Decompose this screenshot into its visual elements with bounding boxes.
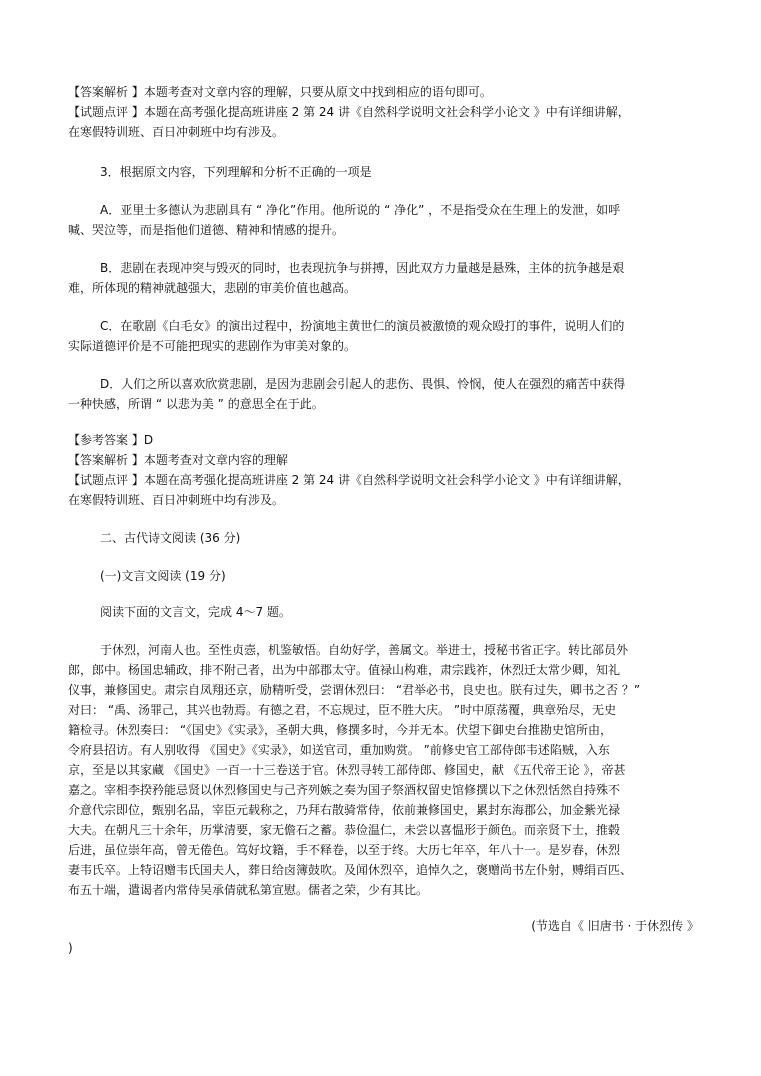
- passage-line: 郎，郎中。杨国忠辅政，排不附己者，出为中部郡太守。值禄山构难，肃宗践祚，休烈迁太常少卿，知礼: [68, 663, 621, 677]
- answer-analysis-line: 【答案解析 】本题考查对文章内容的理解，只要从原文中找到相应的语句即可。: [68, 85, 492, 99]
- passage-source: (节选自《 旧唐书 · 于休烈传 》: [531, 919, 699, 933]
- passage-line: 京，至是以其家藏 《国史》一百一十三卷送于官。休烈寻转工部侍郎、修国史，献 《五代帝王论 》，帝甚: [68, 763, 626, 777]
- comment-line-continued: 在寒假特训班、百日冲刺班中均有涉及。: [68, 125, 285, 139]
- answer-analysis-line-2: 【答案解析 】本题考查对文章内容的理解: [68, 453, 288, 467]
- passage-line: 嘉之。宰相李揆矜能忌贤以休烈修国史与己齐列嫉之奏为国子祭酒权留史馆修撰以下之休烈恬然自持殊不: [68, 783, 621, 797]
- passage-line: 仪事，兼修国史。肃宗自凤翔还京，励精听受，尝谓休烈曰： “君举必书，良史也。朕有过失，卿书之否 ？”: [68, 683, 641, 697]
- option-d-line-2: 一种快感，所谓 “ 以悲为美 ” 的意思全在于此。: [68, 397, 324, 411]
- option-c-line-1: C．在歌剧《白毛女》的演出过程中，扮演地主黄世仁的演员被激愤的观众殴打的事件，说明人们的: [100, 319, 625, 333]
- section-heading: 二、古代诗文阅读 (36 分): [100, 531, 241, 545]
- passage-line: 令府县招访。有人别收得 《国史》《实录》，如送官司，重加购赏。 ”前修史官工部侍郎韦述陷贼，入东: [68, 743, 610, 757]
- reference-answer: 【参考答案 】D: [68, 433, 154, 447]
- question-3-stem: 3．根据原文内容，下列理解和分析不正确的一项是: [100, 165, 372, 179]
- option-b-line-2: 难，所体现的精神就越强大，悲剧的审美价值也越高。: [68, 281, 357, 295]
- passage-line: 布五十端，遣谒者内常侍吴承倩就私第宣慰。儒者之荣，少有其比。: [68, 883, 429, 897]
- comment-line: 【试题点评 】本题在高考强化提高班讲座 2 第 24 讲《自然科学说明文社会科学小论文 》中有详细讲解，: [68, 105, 630, 119]
- option-a-line-2: 喊、哭泣等，而是指他们道德、精神和情感的提升。: [68, 223, 345, 237]
- option-d-line-1: D．人们之所以喜欢欣赏悲剧，是因为悲剧会引起人的悲伤、畏惧、怜悯，使人在强烈的痛苦中获得: [100, 377, 626, 391]
- passage-line: 后进，虽位崇年高，曾无倦色。笃好坟籍，手不释卷，以至于终。大历七年卒，年八十一。是岁春，休烈: [68, 843, 621, 857]
- passage-line: 籍检寻。休烈奏曰： “《国史》《实录》，圣朝大典，修撰多时，今并无本。伏望下御史台推勘史馆所由，: [68, 723, 613, 737]
- passage-line: 对曰： “禹、汤罪己，其兴也勃焉。有德之君，不忘规过，臣不胜大庆。 ”时中原荡覆，典章殆尽，无史: [68, 703, 617, 717]
- passage-line: 于休烈，河南人也。至性贞悫，机鉴敏悟。自幼好学，善属文。举进士，授秘书省正字。转比部员外: [100, 643, 629, 657]
- passage-line: 介意代宗即位，甄别名品，宰臣元载称之，乃拜右散骑常侍，依前兼修国史，累封东海郡公，加金紫光禄: [68, 803, 621, 817]
- option-c-line-2: 实际道德评价是不可能把现实的悲剧作为审美对象的。: [68, 339, 357, 353]
- passage-line: 大夫。在朝凡三十余年，历掌清要，家无儋石之蓄。恭俭温仁，未尝以喜愠形于颜色。而亲贤下士，推毂: [68, 823, 621, 837]
- comment-line-2: 【试题点评 】本题在高考强化提高班讲座 2 第 24 讲《自然科学说明文社会科学小论文 》中有详细讲解，: [68, 473, 630, 487]
- subsection-heading: (一)文言文阅读 (19 分): [100, 569, 226, 583]
- closing-paren: ): [68, 941, 73, 955]
- option-a-line-1: A．亚里士多德认为悲剧具有 “ 净化”作用。他所说的 “ 净化” ，不是指受众在生理上的发泄，如呼: [100, 203, 621, 217]
- reading-instruction: 阅读下面的文言文，完成 4～7 题。: [100, 605, 291, 619]
- passage-line: 妻韦氏卒。上特诏赠韦氏国夫人，葬日给卤簿鼓吹。及闻休烈卒，追悼久之，褒赠尚书左仆射，赙绢百匹、: [68, 863, 633, 877]
- option-b-line-1: B．悲剧在表现冲突与毁灭的同时，也表现抗争与拼搏，因此双方力量越是悬殊，主体的抗争越是艰: [100, 261, 625, 275]
- comment-line-2-continued: 在寒假特训班、百日冲刺班中均有涉及。: [68, 493, 285, 507]
